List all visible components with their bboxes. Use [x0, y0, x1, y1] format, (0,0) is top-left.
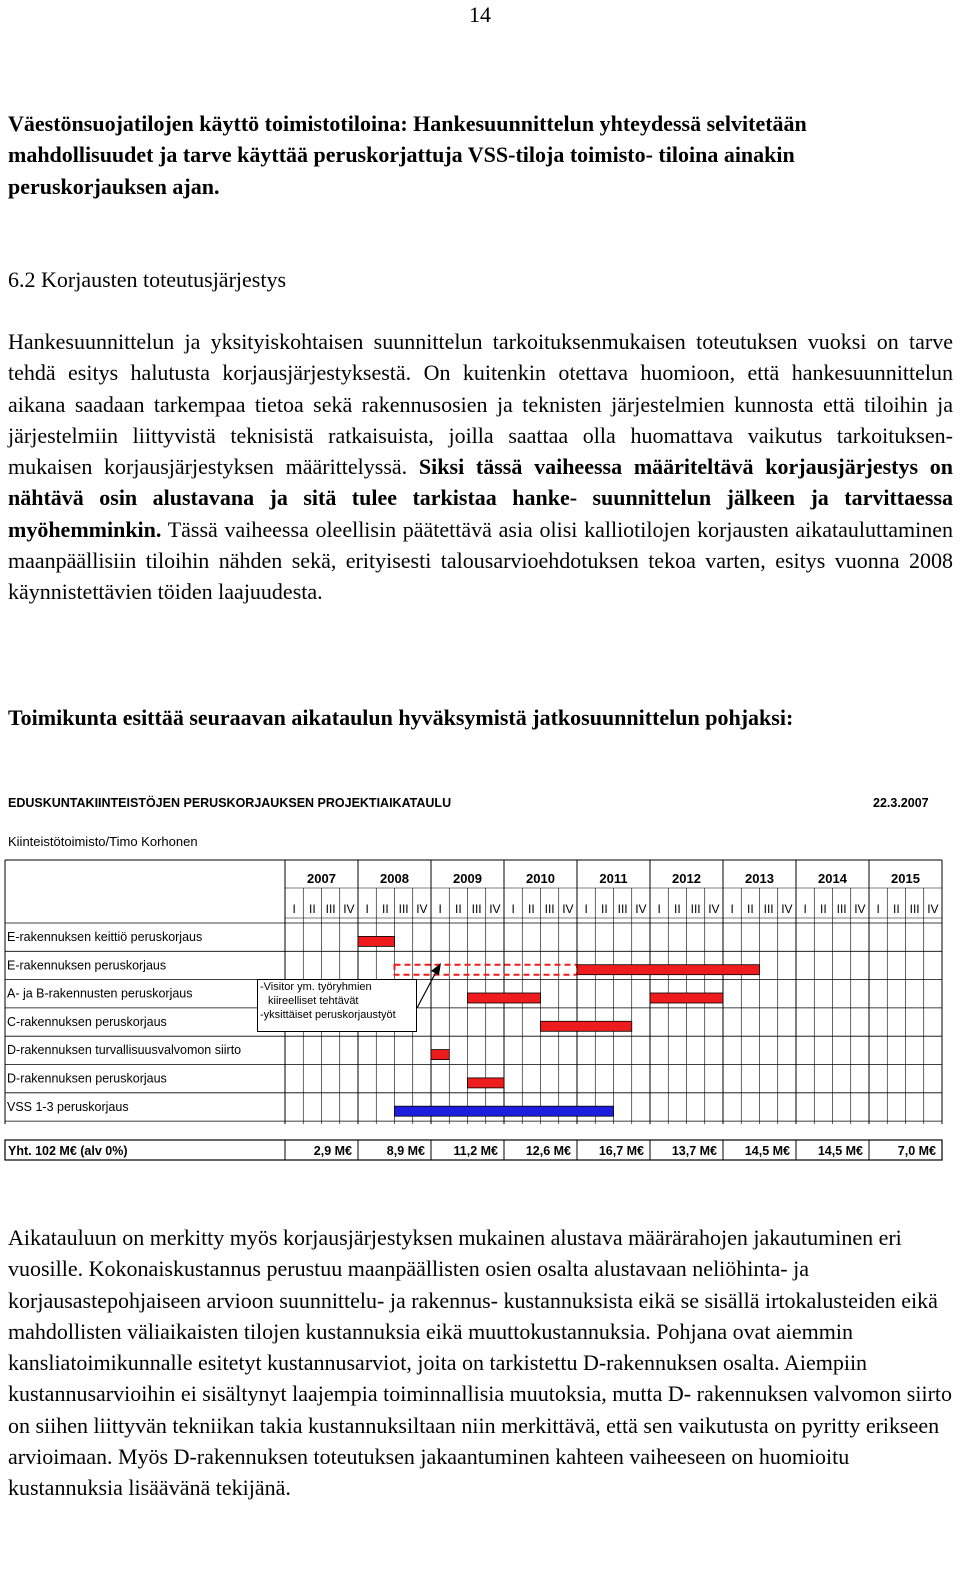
schedule-date: 22.3.2007 — [873, 796, 929, 810]
quarter-label: III — [471, 902, 482, 916]
quarter-label: III — [836, 902, 847, 916]
yearly-total: 12,6 M€ — [525, 1144, 571, 1158]
yearly-total: 7,0 M€ — [897, 1144, 936, 1158]
year-label: 2011 — [599, 871, 628, 886]
year-label: 2015 — [891, 871, 920, 886]
quarter-label: IV — [854, 902, 866, 916]
project-schedule-gantt — [0, 855, 960, 1165]
quarter-label: II — [601, 902, 608, 916]
quarter-label: II — [747, 902, 754, 916]
schedule-bar — [395, 1106, 614, 1116]
quarter-label: I — [511, 902, 515, 916]
quarter-label: IV — [416, 902, 428, 916]
quarter-label: III — [544, 902, 555, 916]
total-label: Yht. 102 M€ (alv 0%) — [8, 1144, 128, 1158]
quarter-label: II — [893, 902, 900, 916]
yearly-total: 14,5 M€ — [744, 1144, 790, 1158]
schedule-bar — [650, 993, 723, 1003]
quarter-label: III — [909, 902, 920, 916]
quarter-label: II — [674, 902, 681, 916]
year-label: 2010 — [526, 871, 555, 886]
row-label: A- ja B-rakennusten peruskorjaus — [7, 986, 193, 1001]
row-label: C-rakennuksen peruskorjaus — [7, 1014, 167, 1029]
quarter-label: III — [617, 902, 628, 916]
quarter-label: III — [398, 902, 409, 916]
quarter-label: IV — [489, 902, 501, 916]
note-box — [257, 979, 417, 1032]
quarter-label: I — [584, 902, 588, 916]
quarter-label: I — [438, 902, 442, 916]
row-label: D-rakennuksen peruskorjaus — [7, 1071, 167, 1086]
quarter-label: III — [325, 902, 336, 916]
yearly-total: 11,2 M€ — [453, 1144, 498, 1158]
yearly-total: 2,9 M€ — [313, 1144, 352, 1158]
quarter-label: III — [763, 902, 774, 916]
quarter-label: I — [876, 902, 880, 916]
yearly-total: 14,5 M€ — [817, 1144, 863, 1158]
paragraph-text: Tässä vaiheessa oleellisin päätettävä asia olisi kalliotilojen korjausten aikatauluttaminen maanpäällisiin tiloihin nähden sekä, erityisesti talousarvioehdotuksen tekoa varten, esitys vuonna 2008 käynnistettävien töiden laajuudesta. — [8, 516, 953, 605]
schedule-bar — [468, 993, 541, 1003]
quarter-label: III — [690, 902, 701, 916]
year-label: 2007 — [307, 871, 336, 886]
quarter-label: II — [820, 902, 827, 916]
quarter-label: II — [455, 902, 462, 916]
quarter-label: II — [382, 902, 389, 916]
schedule-proposal-paragraph: Toimikunta esittää seuraavan aikataulun hyväksymistä jatkosuunnittelun pohjaksi: — [8, 705, 794, 730]
schedule-bar — [541, 1021, 632, 1031]
yearly-total: 13,7 M€ — [671, 1144, 717, 1158]
year-label: 2013 — [745, 871, 774, 886]
year-label: 2014 — [818, 871, 847, 886]
page-number: 14 — [469, 2, 491, 27]
year-label: 2012 — [672, 871, 701, 886]
row-label: E-rakennuksen keittiö peruskorjaus — [7, 930, 203, 944]
year-label: 2008 — [380, 871, 409, 886]
quarter-label: IV — [927, 902, 939, 916]
quarter-label: IV — [562, 902, 574, 916]
schedule-bar — [358, 936, 395, 946]
note-line: -Visitor ym. työryhmien — [260, 981, 372, 993]
quarter-label: I — [730, 902, 734, 916]
repair-order-paragraph — [8, 326, 953, 608]
quarter-label: I — [657, 902, 661, 916]
row-label: E-rakennuksen peruskorjaus — [7, 958, 167, 973]
note-line: -yksittäiset peruskorjaustyöt — [260, 1009, 396, 1021]
paragraph-bold-text: Siksi tässä vaiheessa määriteltävä korjausjärjestys on nähtävä osin alustavana ja sitä tulee tarkistaa hanke- suunnittelun jälkeen ja tarvittaessa myöhemminkin. — [8, 454, 953, 542]
paragraph-text: Hankesuunnittelun ja yksityiskohtaisen suunnittelun tarkoituksenmukaisen toteutuksen vuoksi on tarve tehdä esitys halutusta korjausjärjestyksestä. On kuitenkin otettava huomioon, että hankesuunnittelun aikana saadaan tarkempaa tietoa sekä rakennusosien ja teknisten järjestelmien kunnosta että tiloihin ja järjestelmiin liittyvistä teknisistä ratkaisuista, joilla saattaa olla huomattava vaikutus tarkoituksen- mukaisen korjausjärjestyksen määrittelyssä. — [8, 329, 953, 480]
yearly-total: 16,7 M€ — [598, 1144, 644, 1158]
schedule-bar — [577, 965, 760, 975]
note-line: kiireelliset tehtävät — [268, 995, 359, 1007]
year-label: 2009 — [453, 871, 482, 886]
quarter-label: IV — [343, 902, 355, 916]
quarter-label: IV — [635, 902, 647, 916]
section-heading: 6.2 Korjausten toteutusjärjestys — [8, 267, 287, 292]
cost-paragraph: Aikatauluun on merkitty myös korjausjärjestyksen mukainen alustava määrärahojen jakautuminen eri vuosille. Kokonaiskustannus perustuu maanpäällisten osien osalta alustavaan neliöhinta- ja korjausastepohjaiseen arvioon suunnittelu- ja rakennus- kustannuksista eikä se sisällä irtokalusteiden eikä mahdollisten väliaikaisten tilojen kustannuksia eikä muuttokustannuksia. Pohjana ovat aiemmin kansliatoimikunnalle esitetyt kustannusarviot, joita on tarkistettu D-rakennuksen osalta. Aiempiin kustannusarvioihin ei sisältynyt laajempia toiminnallisia muutoksia, mutta D- rakennuksen valvomon siirto on siihen liittyvän tekniikan takia kustannuksiltaan niin merkittävä, että sen vaikutusta on pyritty erikseen arvioimaan. Myös D-rakennuksen toteutuksen jakaantuminen kahteen vaiheeseen on huomioitu kustannuksia lisäävänä tekijänä. — [8, 1225, 953, 1501]
quarter-label: IV — [708, 902, 720, 916]
yearly-total: 8,9 M€ — [386, 1144, 425, 1158]
schedule-title: EDUSKUNTAKIINTEISTÖJEN PERUSKORJAUKSEN PROJEKTIAIKATAULU — [8, 796, 452, 810]
schedule-bar — [468, 1078, 505, 1088]
schedule-bar — [431, 1050, 449, 1060]
quarter-label: I — [803, 902, 807, 916]
vss-usage-paragraph: Väestönsuojatilojen käyttö toimistotiloina: Hankesuunnittelun yhteydessä selvitetään mahdollisuudet ja tarve käyttää peruskorjattuja VSS-tiloja toimisto- tiloina ainakin peruskorjauksen ajan. — [8, 111, 807, 199]
quarter-label: II — [309, 902, 316, 916]
row-label: D-rakennuksen turvallisuusvalvomon siirto — [7, 1043, 242, 1058]
schedule-author: Kiinteistötoimisto/Timo Korhonen — [8, 834, 198, 849]
quarter-label: I — [292, 902, 296, 916]
quarter-label: I — [365, 902, 369, 916]
quarter-label: IV — [781, 902, 793, 916]
quarter-label: II — [528, 902, 535, 916]
row-label: VSS 1-3 peruskorjaus — [7, 1099, 129, 1114]
note-arrow — [417, 963, 441, 1008]
